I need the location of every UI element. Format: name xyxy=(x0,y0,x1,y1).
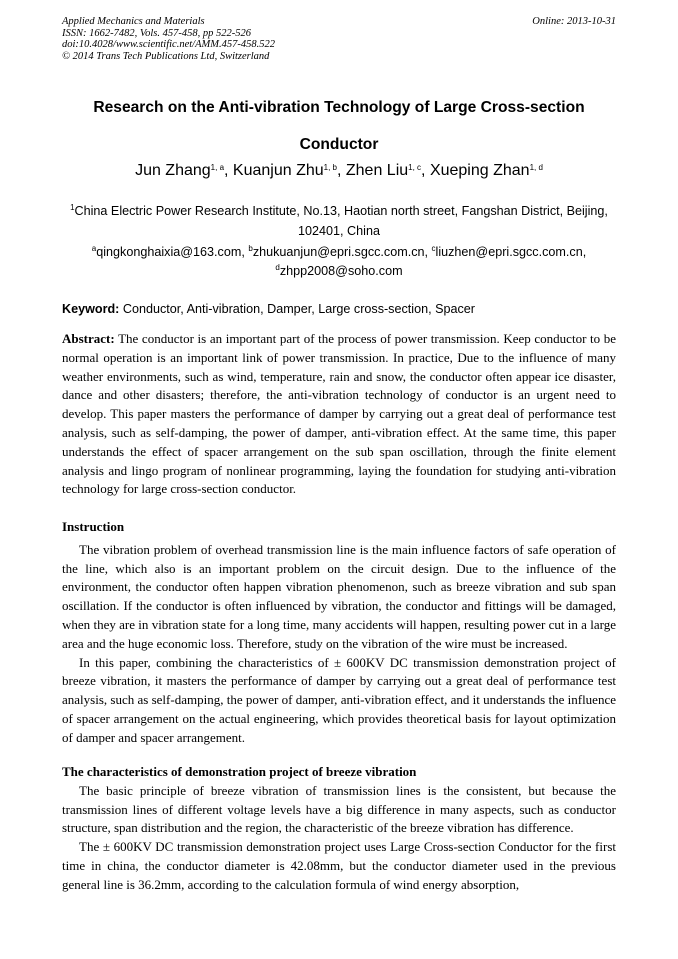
author-sup: 1, d xyxy=(529,163,543,172)
author-name: Jun Zhang xyxy=(135,162,211,179)
issn-line: ISSN: 1662-7482, Vols. 457-458, pp 522-526 xyxy=(62,27,251,39)
abstract-text: The conductor is an important part of the process of power transmission. Keep conductor to be normal operation is an important link of power transmission. In practice, Due to the influence of many weather environments, such as wind, temperature, rain and snow, the conductor often appear ice disaster, dance and other disasters; therefore, the anti-vibration technology of conductor is an urgent need to develop. This paper masters the performance of damper by carrying out a great deal of performance test analysis, such as self-damping, the power of damper, anti-vibration effect. At the same time, this paper understands the effect of spacer arrangement on the sub span oscillation, through the finite element analysis and lingo program of nonlinear programming, laying the foundation for studying anti-vibration technology for large cross-section conductor. xyxy=(62,331,617,497)
author-sup: 1, c xyxy=(408,163,422,172)
section-instruction xyxy=(62,518,616,748)
email-link[interactable]: zhpp2008@soho.com xyxy=(279,264,403,278)
paragraph: The basic principle of breeze vibration of transmission lines is the consistent, but because the transmission lines of different voltage levels have a big difference in many aspects, such as conductor structure, span distribution and the region, the characteristic of the breeze vibration has difference. xyxy=(62,782,616,836)
section-breeze-vibration xyxy=(62,763,616,895)
email-sup: a xyxy=(91,244,97,253)
abstract xyxy=(62,330,616,499)
author-sup: 1, b xyxy=(323,163,337,172)
email-link[interactable]: qingkonghaixia@163.com xyxy=(96,245,242,259)
journal-name: Applied Mechanics and Materials xyxy=(62,16,205,27)
affiliation-line-1: China Electric Power Research Institute, No.13, Haotian north street, Fangshan District, Beijing, xyxy=(74,204,608,218)
section-heading: The characteristics of demonstration project of breeze vibration xyxy=(62,764,417,779)
affiliation-sup: 1 xyxy=(70,203,75,212)
author-sup: 1, a xyxy=(210,163,225,172)
email-list: $^a$qingkonghaixia@163.com, $^b$zhukuanjun@epri.sgcc.com.cn, $^c$liuzhen@epri.sgcc.com.cn, $^d$zhpp2008@soho.com xyxy=(91,244,587,278)
email-sup: d xyxy=(275,263,280,272)
copyright-line: © 2014 Trans Tech Publications Ltd, Switzerland xyxy=(62,51,270,63)
email-link[interactable]: zhukuanjun@epri.sgcc.com.cn xyxy=(252,245,425,259)
abstract-label: Abstract: xyxy=(62,331,115,346)
email-sup: b xyxy=(248,244,253,253)
author-list: Jun Zhang$^{1, a}$, Kuanjun Zhu$^{1, b}$, Zhen Liu$^{1, c}$, Xueping Zhan$^{1, d}$ xyxy=(135,162,543,179)
keywords-label: Keyword: xyxy=(62,302,120,316)
author-name: Xueping Zhan xyxy=(429,162,530,179)
author-name: Kuanjun Zhu xyxy=(232,162,324,179)
paragraph: The ± 600KV DC transmission demonstration project uses Large Cross-section Conductor for the first time in china, the conductor diameter is 42.08mm, but the conductor diameter used in the previous general line is 36.2mm, according to the calculation formula of wind energy absorption, xyxy=(62,839,616,892)
affiliation xyxy=(62,201,616,241)
paper-title xyxy=(62,89,616,163)
email-sup: c xyxy=(431,244,436,253)
author-name: Zhen Liu xyxy=(345,162,409,179)
title-line-1: Research on the Anti-vibration Technology of Large Cross-section xyxy=(93,99,585,116)
keywords xyxy=(62,302,616,316)
title-line-2: Conductor xyxy=(299,136,379,153)
doi-line: doi:10.4028/www.scientific.net/AMM.457-458.522 xyxy=(62,39,275,51)
online-date: Online: 2013-10-31 xyxy=(532,16,616,27)
paragraph: The vibration problem of overhead transmission line is the main influence factors of safe operation of the line, which also is an important problem on the circuit design. Due to the influence of the environment, the conductor often happen vibration phenomenon, such as breeze vibration and sub span oscillation. If the conductor is often influenced by vibration, the conductor and fittings will be damaged, when they are in vibration state for a long time, many accidents will happen, resulting power cut in a large area and the huge economic loss. Therefore, study on the vibration of the wire must be increased. xyxy=(62,541,616,651)
keywords-text: Conductor, Anti-vibration, Damper, Large cross-section, Spacer xyxy=(122,302,475,316)
email-link[interactable]: liuzhen@epri.sgcc.com.cn xyxy=(435,245,583,259)
affiliation-line-2: 102401, China xyxy=(298,224,380,238)
section-heading: Instruction xyxy=(62,519,125,534)
paragraph: In this paper, combining the characteristics of ± 600KV DC transmission demonstration project of breeze vibration, it masters the performance of damper by carrying out a great deal of performance test analysis, such as self-damping, the power of damper, anti-vibration effect, and it understands the influence of spacer arrangement on the actual engineering, which provides theoretical basis for layout optimization of damper and spacer arrangement. xyxy=(62,654,616,745)
journal-header xyxy=(62,16,616,63)
